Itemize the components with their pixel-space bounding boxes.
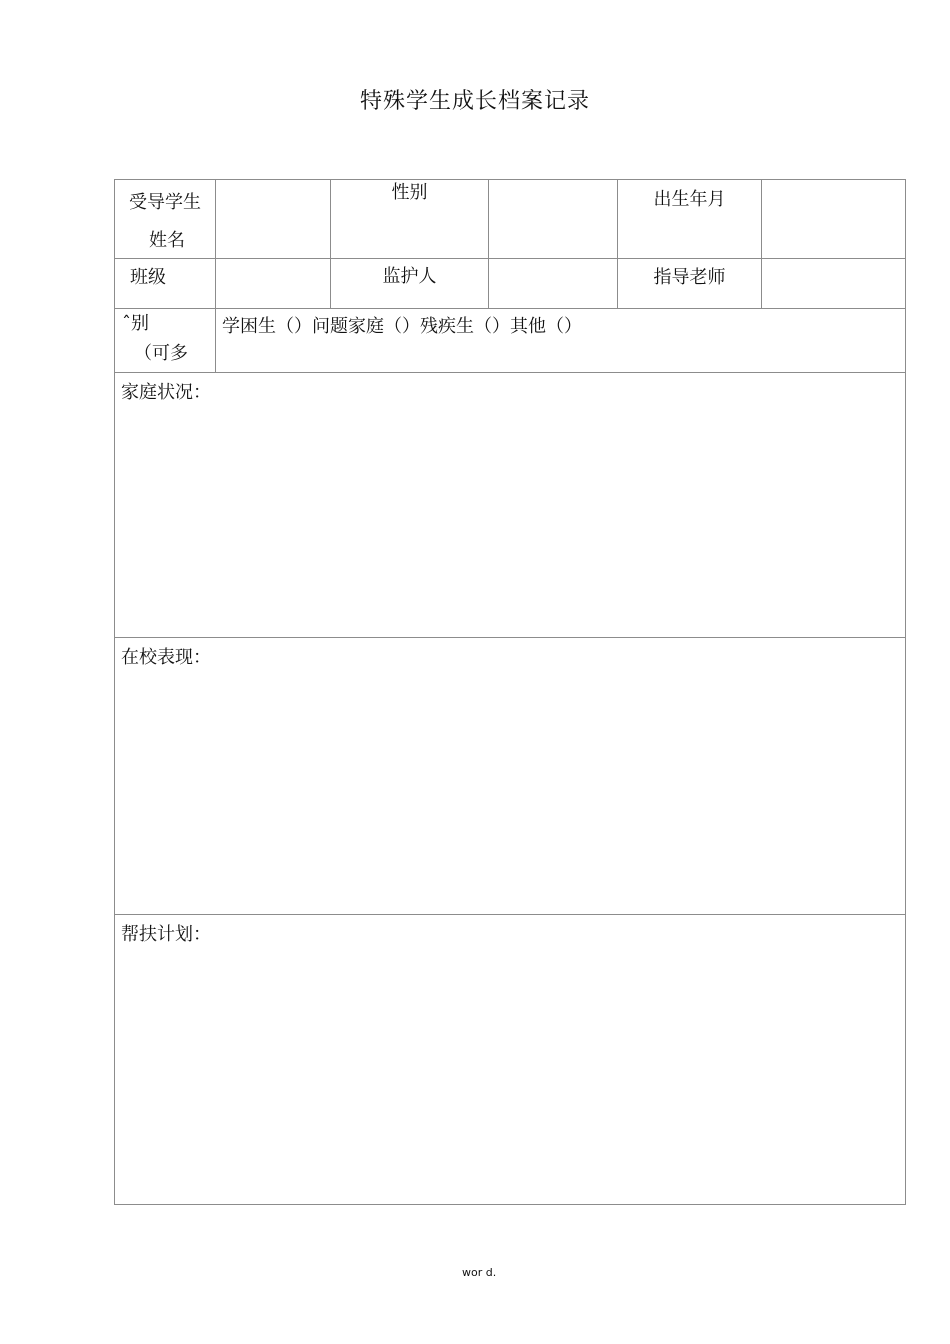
teacher-label: 指导老师 xyxy=(653,267,726,288)
category-label-line2: （可多 xyxy=(134,343,188,364)
category-label xyxy=(115,309,215,372)
row-divider-4 xyxy=(114,637,906,638)
category-label-line1: ˆ别 xyxy=(122,313,149,334)
birth-label: 出生年月 xyxy=(653,189,726,210)
assistance-plan-label: 帮扶计划： xyxy=(121,924,211,945)
guardian-field[interactable] xyxy=(489,259,617,308)
class-label: 班级 xyxy=(130,267,166,288)
teacher-field[interactable] xyxy=(762,259,905,308)
table-border-right xyxy=(905,179,906,1205)
row-divider-3 xyxy=(114,372,906,373)
school-performance-field[interactable] xyxy=(115,677,905,914)
student-name-label-line2: 姓名 xyxy=(149,230,185,251)
student-name-field[interactable] xyxy=(216,180,330,258)
row-divider-5 xyxy=(114,914,906,915)
school-performance-label: 在校表现： xyxy=(121,647,211,668)
assistance-plan-field[interactable] xyxy=(115,954,905,1204)
category-label-line3 xyxy=(139,369,215,372)
table-border-bottom xyxy=(114,1204,906,1205)
student-name-label xyxy=(115,184,215,260)
gender-field[interactable] xyxy=(489,180,617,258)
class-field[interactable] xyxy=(216,259,330,308)
family-status-field[interactable] xyxy=(115,412,905,637)
family-status-label: 家庭状况： xyxy=(121,382,211,403)
page-footer: wor d. xyxy=(462,1266,497,1279)
student-name-label-line1: 受导学生 xyxy=(129,192,201,213)
guardian-label: 监护人 xyxy=(382,266,437,287)
document-title: 特殊学生成长档案记录 xyxy=(359,89,590,114)
birth-field[interactable] xyxy=(762,180,905,258)
gender-label: 性别 xyxy=(391,182,428,203)
category-options[interactable]: 学困生（）问题家庭（）残疾生（）其他（） xyxy=(222,316,582,337)
